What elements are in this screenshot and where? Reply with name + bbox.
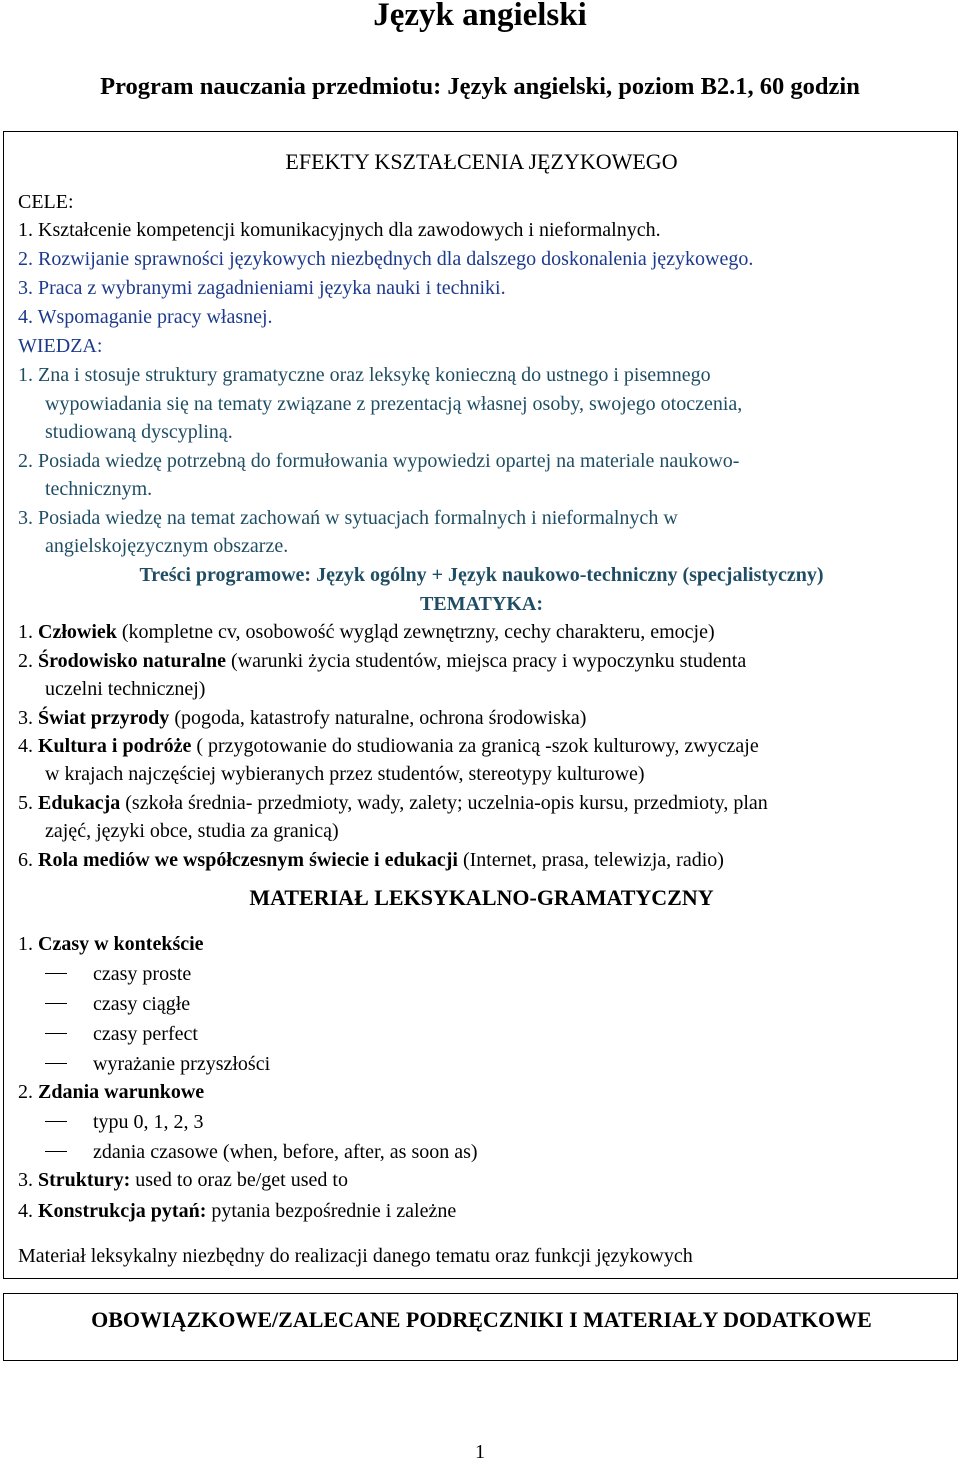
tresci-heading: Treści programowe: Język ogólny + Język naukowo-techniczny (specjalistyczny): [139, 564, 824, 586]
document-title: Język angielski: [373, 0, 587, 33]
item-topic: Edukacja: [38, 792, 121, 814]
material-subitem: typu 0, 1, 2, 3: [93, 1111, 204, 1133]
item-number: 6.: [18, 849, 38, 871]
cele-item: 4. Wspomaganie pracy własnej.: [18, 306, 273, 328]
item-topic: Człowiek: [38, 621, 117, 643]
wiedza-item-line: wypowiadania się na tematy związane z prezentacją własnej osoby, swojego otoczenia,: [45, 393, 743, 415]
tematyka-item: [18, 618, 715, 646]
section-heading: EFEKTY KSZTAŁCENIA JĘZYKOWEGO: [285, 149, 678, 174]
material-heading: MATERIAŁ LEKSYKALNO-GRAMATYCZNY: [249, 885, 714, 910]
tematyka-item: [18, 732, 759, 760]
dash-bullet-icon: [45, 1151, 67, 1152]
tematyka-heading: TEMATYKA:: [420, 593, 543, 615]
tematyka-item: [18, 704, 586, 732]
item-number: 4.: [18, 1200, 38, 1222]
tematyka-item-cont: w krajach najczęściej wybieranych przez studentów, stereotypy kulturowe): [45, 763, 645, 785]
wiedza-item-line: angielskojęzycznym obszarze.: [45, 535, 289, 557]
dash-bullet-icon: [45, 1121, 67, 1122]
material-subitem: zdania czasowe (when, before, after, as soon as): [93, 1141, 478, 1163]
item-number: 3.: [18, 707, 38, 729]
item-details: pytania bezpośrednie i zależne: [206, 1200, 457, 1222]
item-topic: Kultura i podróże: [38, 735, 192, 757]
cele-item: 2. Rozwijanie sprawności językowych niezbędnych dla dalszego doskonalenia językowego.: [18, 248, 754, 270]
item-details: (Internet, prasa, telewizja, radio): [457, 849, 724, 871]
wiedza-item-line: technicznym.: [45, 478, 153, 500]
item-number: 3.: [18, 1169, 38, 1191]
page-number: 1: [475, 1441, 485, 1463]
tematyka-item-cont: uczelni technicznej): [45, 678, 206, 700]
dash-bullet-icon: [45, 1063, 67, 1064]
tematyka-item: [18, 846, 724, 874]
material-subitem: wyrażanie przyszłości: [93, 1053, 271, 1075]
item-topic: Struktury:: [38, 1169, 131, 1191]
tematyka-item: [18, 647, 746, 675]
wiedza-item-line: 2. Posiada wiedzę potrzebną do formułowania wypowiedzi opartej na materiale naukowo-: [18, 450, 740, 472]
item-topic: Środowisko naturalne: [38, 650, 227, 672]
cele-item: 3. Praca z wybranymi zagadnieniami języka nauki i techniki.: [18, 277, 506, 299]
document-subtitle: Program nauczania przedmiotu: Język angielski, poziom B2.1, 60 godzin: [100, 73, 860, 100]
item-topic: Konstrukcja pytań:: [38, 1200, 207, 1222]
material-group: [18, 930, 204, 958]
material-subitem: czasy perfect: [93, 1023, 198, 1045]
wiedza-item-line: 1. Zna i stosuje struktury gramatyczne oraz leksykę konieczną do ustnego i pisemnego: [18, 364, 711, 386]
tematyka-item: [18, 789, 768, 817]
wiedza-item-line: studiowaną dyscypliną.: [45, 421, 233, 443]
item-details: (warunki życia studentów, miejsca pracy i wypoczynku studenta: [226, 650, 747, 672]
material-subitem: czasy proste: [93, 963, 192, 985]
podreczniki-heading: OBOWIĄZKOWE/ZALECANE PODRĘCZNIKI I MATERIAŁY DODATKOWE: [91, 1307, 872, 1332]
item-number: 5.: [18, 792, 38, 814]
dash-bullet-icon: [45, 973, 67, 974]
item-topic: Świat przyrody: [38, 707, 170, 729]
material-group: [18, 1197, 456, 1225]
material-subitem: czasy ciągłe: [93, 993, 191, 1015]
item-details: ( przygotowanie do studiowania za granicą -szok kulturowy, zwyczaje: [191, 735, 759, 757]
item-topic: Czasy w kontekście: [38, 933, 204, 955]
item-number: 1.: [18, 621, 38, 643]
item-number: 2.: [18, 650, 38, 672]
podreczniki-box: [3, 1293, 958, 1361]
item-details: (pogoda, katastrofy naturalne, ochrona środowiska): [169, 707, 587, 729]
item-number: 1.: [18, 933, 38, 955]
material-note: Materiał leksykalny niezbędny do realizacji danego tematu oraz funkcji językowych: [18, 1245, 693, 1267]
material-group: [18, 1078, 204, 1106]
item-topic: Zdania warunkowe: [38, 1081, 205, 1103]
dash-bullet-icon: [45, 1033, 67, 1034]
cele-item: 1. Kształcenie kompetencji komunikacyjnych dla zawodowych i nieformalnych.: [18, 219, 661, 241]
cele-label: CELE:: [18, 191, 74, 213]
tematyka-item-cont: zajęć, języki obce, studia za granicą): [45, 820, 339, 842]
material-group: [18, 1166, 348, 1194]
content-box: [3, 131, 958, 1279]
item-number: 4.: [18, 735, 38, 757]
item-details: (kompletne cv, osobowość wygląd zewnętrzny, cechy charakteru, emocje): [116, 621, 715, 643]
item-details: used to oraz be/get used to: [130, 1169, 348, 1191]
item-topic: Rola mediów we współczesnym świecie i edukacji: [38, 849, 458, 871]
item-details: (szkoła średnia- przedmioty, wady, zalety; uczelnia-opis kursu, przedmioty, plan: [120, 792, 768, 814]
wiedza-item-line: 3. Posiada wiedzę na temat zachowań w sytuacjach formalnych i nieformalnych w: [18, 507, 678, 529]
wiedza-label: WIEDZA:: [18, 335, 103, 357]
dash-bullet-icon: [45, 1003, 67, 1004]
item-number: 2.: [18, 1081, 38, 1103]
